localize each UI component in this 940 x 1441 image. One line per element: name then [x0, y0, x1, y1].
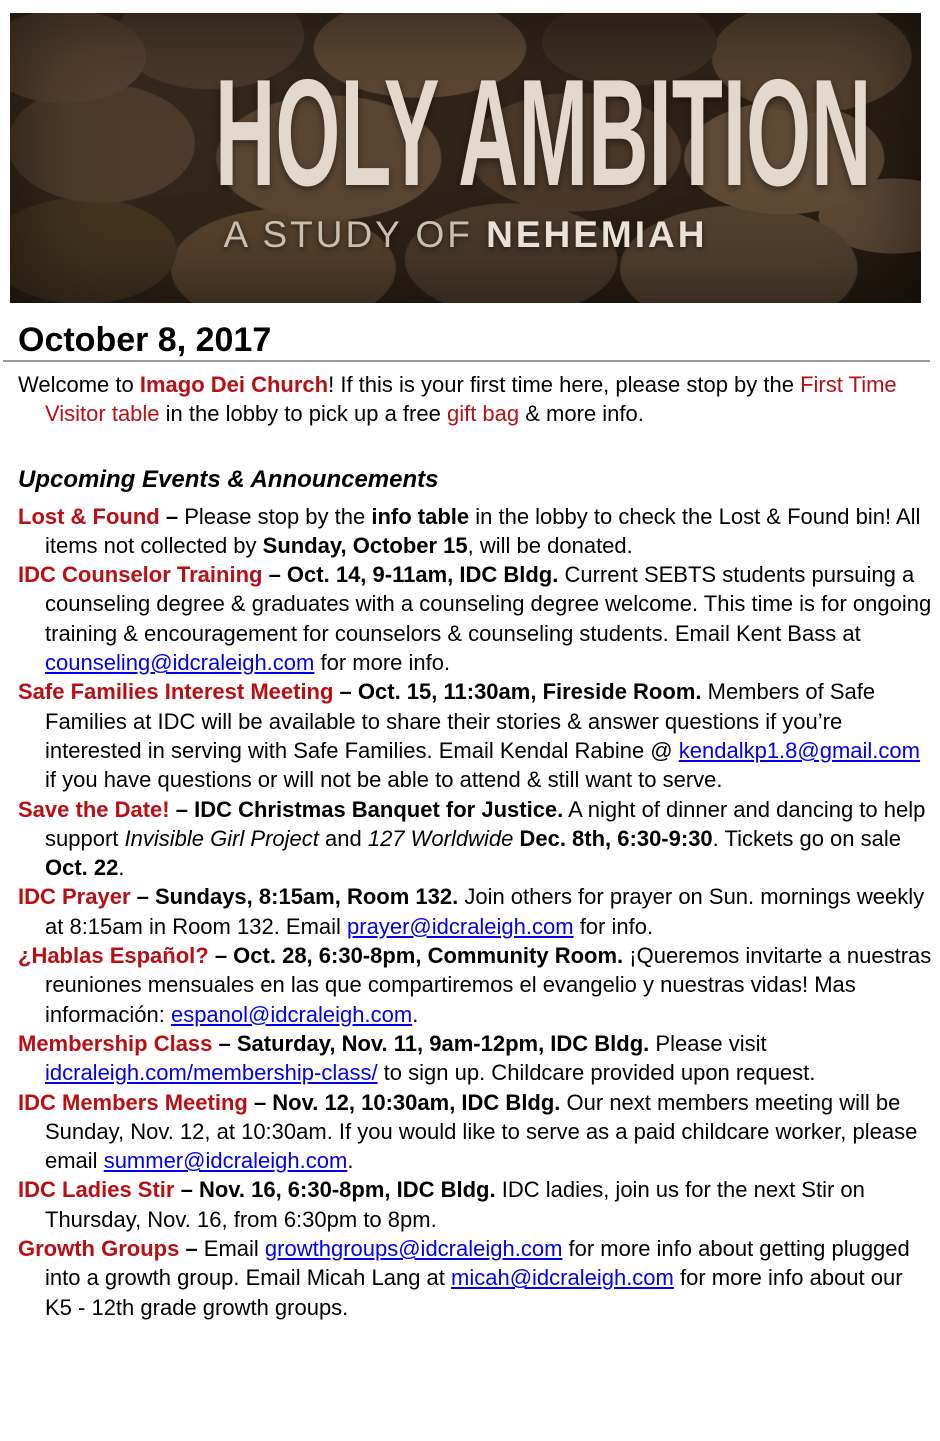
event-item	[18, 1175, 934, 1234]
text-segment: – Oct. 28, 6:30-8pm, Community Room.	[208, 943, 624, 969]
text-segment: Join others for prayer on Sun. mornings weekly at 8:15am in Room 132. Email	[45, 884, 925, 939]
text-segment: Our next members meeting will be Sunday, Nov. 12, at 10:30am. If you would like to serve as a paid childcare worker, please email	[45, 1089, 918, 1174]
text-segment: Oct. 22	[45, 855, 119, 881]
email-link[interactable]: growthgroups@idcraleigh.com	[264, 1236, 563, 1262]
text-segment: Invisible Girl Project	[124, 825, 319, 851]
event-item	[18, 1234, 934, 1322]
events-section-heading: Upcoming Events & Announcements	[18, 465, 439, 493]
email-link[interactable]: espanol@idcraleigh.com	[170, 1001, 413, 1027]
text-segment: ! If this is your first time here, please stop by the	[328, 372, 801, 397]
event-item	[18, 502, 934, 561]
event-item	[18, 560, 934, 677]
text-segment: IDC Counselor Training	[18, 562, 263, 588]
text-segment: – Nov. 12, 10:30am, IDC Bldg.	[247, 1089, 561, 1115]
text-segment: Membership Class	[18, 1030, 213, 1056]
text-segment: IDC ladies, join us for the next Stir on Thursday, Nov. 16, from 6:30pm to 8pm.	[45, 1177, 865, 1232]
text-segment: in the lobby to check the Lost & Found bin! All items not collected by	[45, 503, 921, 558]
email-link[interactable]: kendalkp1.8@gmail.com	[678, 737, 920, 763]
text-segment: – Sundays, 8:15am, Room 132.	[130, 884, 459, 910]
text-segment: & more info.	[519, 401, 644, 427]
text-segment: gift bag	[446, 401, 520, 427]
event-item	[18, 1088, 934, 1176]
text-segment: IDC Ladies Stir	[18, 1177, 175, 1203]
text-segment: .	[118, 855, 125, 881]
text-segment: Lost & Found	[18, 503, 160, 529]
text-segment: –	[159, 503, 185, 529]
text-segment: Please visit	[649, 1030, 767, 1056]
event-item	[18, 882, 934, 941]
text-segment: Welcome to	[18, 372, 140, 397]
text-segment: –	[179, 1236, 204, 1262]
text-segment: Members of Safe Families at IDC will be available to share their stories & answer questions if you’re interested in serving with Safe Families. Email Kendal Rabine @	[45, 679, 876, 763]
email-link[interactable]: micah@idcraleigh.com	[451, 1265, 674, 1291]
text-segment: .	[412, 1001, 419, 1027]
text-segment: Please stop by the	[184, 503, 372, 529]
text-segment: First Time Visitor table	[45, 372, 897, 427]
banner-subtitle-prefix: A STUDY OF	[223, 214, 487, 255]
text-segment: Growth Groups	[18, 1236, 180, 1262]
email-link[interactable]: prayer@idcraleigh.com	[347, 913, 574, 939]
text-segment: ¡Queremos invitarte a nuestras reuniones mensuales en las que compartiremos el evangelio y nuestras vidas! Mas información:	[45, 943, 932, 1027]
text-segment: if you have questions or will not be able to attend & still want to serve.	[45, 767, 723, 793]
text-segment: Current SEBTS students pursuing a counseling degree & graduates with a counseling degree welcome. This time is for ongoing training & encouragement for counselors & counseling students. Email Kent Bass at	[45, 562, 932, 646]
events-list	[18, 502, 934, 1322]
event-item	[18, 1029, 934, 1088]
text-segment: .	[347, 1148, 354, 1174]
banner-subtitle-emphasis: NEHEMIAH	[486, 214, 708, 255]
email-link[interactable]: summer@idcraleigh.com	[103, 1148, 348, 1174]
text-segment: – Oct. 14, 9-11am, IDC Bldg.	[262, 562, 559, 588]
text-segment: Save the Date!	[18, 796, 170, 822]
text-segment: Dec. 8th, 6:30-9:30	[519, 825, 713, 851]
text-segment: for more info about getting plugged into a growth group. Email Micah Lang at	[45, 1236, 910, 1291]
text-segment: IDC Prayer	[18, 884, 131, 910]
heading-divider	[3, 360, 930, 362]
banner-title: HOLY AMBITION	[214, 48, 872, 218]
text-segment: for more info.	[314, 650, 451, 676]
text-segment: and	[318, 825, 368, 851]
banner-subtitle	[10, 215, 921, 256]
text-segment: for more info about our K5 - 12th grade growth groups.	[45, 1265, 903, 1320]
text-segment: , will be donated.	[467, 532, 633, 558]
email-link[interactable]: counseling@idcraleigh.com	[45, 650, 315, 676]
text-segment: Imago Dei Church	[139, 372, 329, 397]
text-segment: in the lobby to pick up a free	[159, 401, 447, 427]
text-segment: for info.	[573, 913, 654, 939]
text-segment: Safe Families Interest Meeting	[18, 679, 334, 705]
text-segment: IDC Members Meeting	[18, 1089, 248, 1115]
text-segment: A night of dinner and dancing to help support	[45, 796, 926, 851]
text-segment: to sign up. Childcare provided upon request.	[377, 1060, 816, 1086]
text-segment: Sunday, October 15	[262, 532, 468, 558]
text-segment: – Oct. 15, 11:30am, Fireside Room.	[333, 679, 702, 705]
text-segment: – Saturday, Nov. 11, 9am-12pm, IDC Bldg.	[212, 1030, 650, 1056]
text-segment: . Tickets go on sale	[712, 825, 901, 851]
event-item	[18, 677, 934, 794]
welcome-paragraph	[18, 370, 928, 429]
event-item	[18, 941, 934, 1029]
text-segment: Email	[203, 1236, 265, 1262]
text-segment: 127 Worldwide	[367, 825, 514, 851]
text-segment: info table	[371, 503, 470, 529]
email-link[interactable]: idcraleigh.com/membership-class/	[45, 1060, 378, 1086]
text-segment: ¿Hablas Español?	[18, 943, 209, 969]
event-item	[18, 795, 934, 883]
banner-image	[10, 13, 921, 303]
date-heading: October 8, 2017	[18, 321, 272, 359]
text-segment: – Nov. 16, 6:30-8pm, IDC Bldg.	[174, 1177, 496, 1203]
text-segment: – IDC Christmas Banquet for Justice.	[169, 796, 564, 822]
